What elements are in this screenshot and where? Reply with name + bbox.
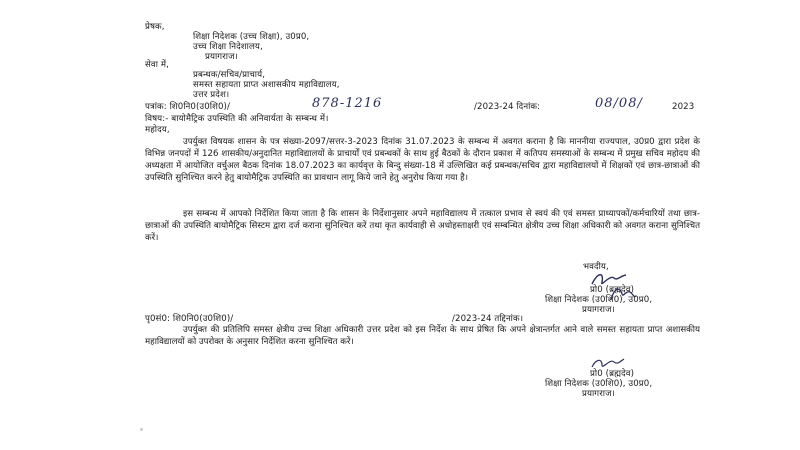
signature-mark-2 [608,282,638,304]
endorsement-name: प्रो0 (ब्रह्मदेव) [590,369,635,379]
recipient-state: उत्तर प्रदेश। [193,90,230,100]
letter-date-year: 2023 [672,102,695,112]
letter-number: 878-1216 [312,96,383,111]
recipient-label: सेवा में, [145,60,169,70]
endorsement-designation: शिक्षा निदेशक (उ0शि0), उ0प्र0, [545,379,653,389]
body-paragraph-1: उपर्युक्त विषयक शासन के पत्र संख्या-2097/सत्तर-3-2023 दिनांक 31.07.2023 के सम्बन्ध में अवगत कराना है कि माननीया राज्यपाल, उ0प्र0 द्वारा प्रदेश के विभिन्न जनपदों में 126 शासकीय/अनुदानित महाविद्यालयों के प्राचार्यों एवं प्रबन्धकों के साथ हुई बैठकों के दौरान प्रकाश में कतिपय समस्याओं के सम्बन्ध में प्रमुख सचिव महोदय की अध्यक्षता में आयोजित वर्चुअल बैठक दिनांक 18.07.2023 का कार्यवृत्त के बिन्दु संख्या-18 में उल्लिखित कई प्रबन्धक/सचिव द्वारा महाविद्यालयों में शिक्षकों एवं छात्र-छात्राओं की उपस्थिति सुनिश्चित करने हेतु बायोमैट्रिक उपस्थिति का प्रावधान लागू किये जाने हेतु अनुरोध किया गया है। [145,137,700,183]
recipient-designation: प्रबन्धक/सचिव/प्राचार्य, [193,70,266,80]
endorsement-place: प्रयागराज। [582,389,615,399]
letter-date: 08/08/ [595,96,643,111]
body-paragraph-2: इस सम्बन्ध में आपको निर्देशित किया जाता है कि शासन के निर्देशानुसार अपने महाविद्यालय में तत्काल प्रभाव से स्वयं की एवं समस्त प्राध्यापकों/कर्मचारियों तथा छात्र-छात्राओं की उपस्थिति बायोमैट्रिक सिस्टम द्वारा दर्ज कराना सुनिश्चित करें तथा कृत कार्यवाही से अधोहस्ताक्षरी एवं सम्बन्धित क्षेत्रीय उच्च शिक्षा अधिकारी को अवगत कराना सुनिश्चित करें। [145,209,700,243]
subject-line: विषय:- बायोमैट्रिक उपस्थिति की अनिवार्यता के सम्बन्ध में। [145,114,329,124]
sender-label: प्रेषक, [145,22,165,32]
endorsement-ref-suffix: /2023-24 तद्दिनांक। [452,314,524,324]
sender-office: उच्च शिक्षा निदेशालय, [193,42,263,52]
closing-designation: शिक्षा निदेशक (उ0शि0), उ0प्र0, [545,295,653,305]
sender-designation: शिक्षा निदेशक (उच्च शिक्षा), उ0प्र0, [193,32,310,42]
salutation: महोदय, [145,125,170,135]
endorsement-ref-prefix: पृ0सं0: शि0नि0(उ0शि0)/ [145,314,234,324]
letter-ref-year: /2023-24 दिनांक: [474,102,541,112]
closing-place: प्रयागराज। [582,305,615,315]
closing-name: प्रो0 (ब्रह्मदेव) [590,285,635,295]
recipient-institutions: समस्त सहायता प्राप्त अशासकीय महाविद्यालय, [193,80,340,90]
scan-artifact [140,428,143,431]
endorsement-text: उपर्युक्त की प्रतिलिपि समस्त क्षेत्रीय उच्च शिक्षा अधिकारी उत्तर प्रदेश को इस निर्देश के साथ प्रेषित कि अपने क्षेत्रान्तर्गत आने वाले समस्त सहायता प्राप्त अशासकीय महाविद्यालयों को उपरोक्त के अनुसार निर्देशित करना सुनिश्चित करें। [145,325,700,347]
sender-city: प्रयागराज। [205,52,238,62]
letter-ref-prefix: पत्रांक: शि0नि0(उ0शि0)/ [145,102,230,112]
closing-yours: भवदीय, [583,262,609,272]
